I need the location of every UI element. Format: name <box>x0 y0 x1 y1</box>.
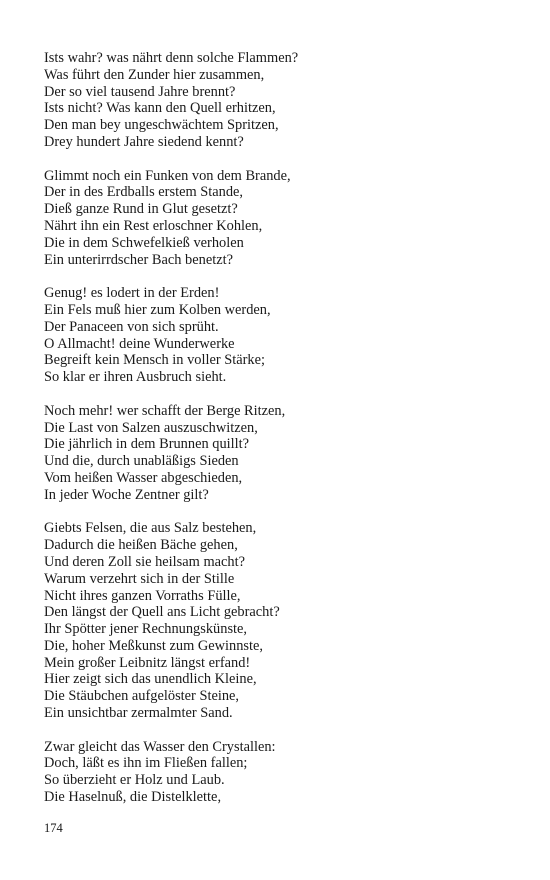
verse-line: Was führt den Zunder hier zusammen, <box>44 66 265 83</box>
verse-line: Nicht ihres ganzen Vorraths Fülle, <box>44 587 241 604</box>
verse-line: Ists nicht? Was kann den Quell erhitzen, <box>44 100 276 117</box>
verse-line: Die Stäubchen aufgelöster Steine, <box>44 688 240 705</box>
verse-line: Ihr Spötter jener Rechnungskünste, <box>44 621 248 638</box>
verse-line: In jeder Woche Zentner gilt? <box>44 486 209 503</box>
verse-line: Der in des Erdballs erstem Stande, <box>44 184 244 201</box>
verse-line: O Allmacht! deine Wunderwerke <box>44 335 235 352</box>
verse-line: So klar er ihren Ausbruch sieht. <box>44 369 227 386</box>
stanza-3 <box>44 285 514 386</box>
verse-line: Der Panaceen von sich sprüht. <box>44 318 219 335</box>
verse-line: Glimmt noch ein Funken von dem Brande, <box>44 167 291 184</box>
verse-line: Dadurch die heißen Bäche gehen, <box>44 537 238 554</box>
verse-line: Ein Fels muß hier zum Kolben werden, <box>44 301 271 318</box>
verse-line: Doch, läßt es ihn im Fließen fallen; <box>44 755 248 772</box>
verse-line: Begreift kein Mensch in voller Stärke; <box>44 352 265 369</box>
poem-text <box>44 50 514 823</box>
stanza-5 <box>44 520 514 722</box>
verse-line: Vom heißen Wasser abgeschieden, <box>44 469 243 486</box>
verse-line: Den man bey ungeschwächtem Spritzen, <box>44 117 279 134</box>
stanza-1 <box>44 50 514 151</box>
verse-line: Ists wahr? was nährt denn solche Flammen? <box>44 50 299 66</box>
verse-line: So überzieht er Holz und Laub. <box>44 772 225 789</box>
verse-line: Mein großer Leibnitz längst erfand! <box>44 654 251 671</box>
verse-line: Warum verzehrt sich in der Stille <box>44 570 235 587</box>
stanza-4 <box>44 403 514 504</box>
verse-line: Noch mehr! wer schafft der Berge Ritzen, <box>44 402 286 419</box>
verse-line: Die jährlich in dem Brunnen quillt? <box>44 436 250 453</box>
verse-line: Die Haselnuß, die Distelklette, <box>44 789 222 806</box>
verse-line: Und die, durch unabläßigs Sieden <box>44 453 239 470</box>
verse-line: Die, hoher Meßkunst zum Gewinnste, <box>44 637 264 654</box>
verse-line: Der so viel tausend Jahre brennt? <box>44 83 236 100</box>
verse-line: Und deren Zoll sie heilsam macht? <box>44 553 246 570</box>
verse-line: Giebts Felsen, die aus Salz bestehen, <box>44 520 257 537</box>
verse-line: Den längst der Quell ans Licht gebracht? <box>44 604 280 621</box>
verse-line: Dieß ganze Rund in Glut gesetzt? <box>44 201 238 218</box>
verse-line: Ein unterirrdscher Bach benetzt? <box>44 251 233 268</box>
verse-line: Hier zeigt sich das unendlich Kleine, <box>44 671 257 688</box>
verse-line: Nährt ihn ein Rest erloschner Kohlen, <box>44 217 263 234</box>
page-number: 174 <box>44 821 63 835</box>
verse-line: Ein unsichtbar zermalmter Sand. <box>44 705 233 722</box>
verse-line: Genug! es lodert in der Erden! <box>44 285 220 302</box>
verse-line: Die Last von Salzen auszuschwitzen, <box>44 419 258 436</box>
stanza-6 <box>44 739 514 806</box>
verse-line: Die in dem Schwefelkieß verholen <box>44 234 244 251</box>
verse-line: Zwar gleicht das Wasser den Crystallen: <box>44 738 276 755</box>
verse-line: Drey hundert Jahre siedend kennt? <box>44 133 244 150</box>
stanza-2 <box>44 168 514 269</box>
